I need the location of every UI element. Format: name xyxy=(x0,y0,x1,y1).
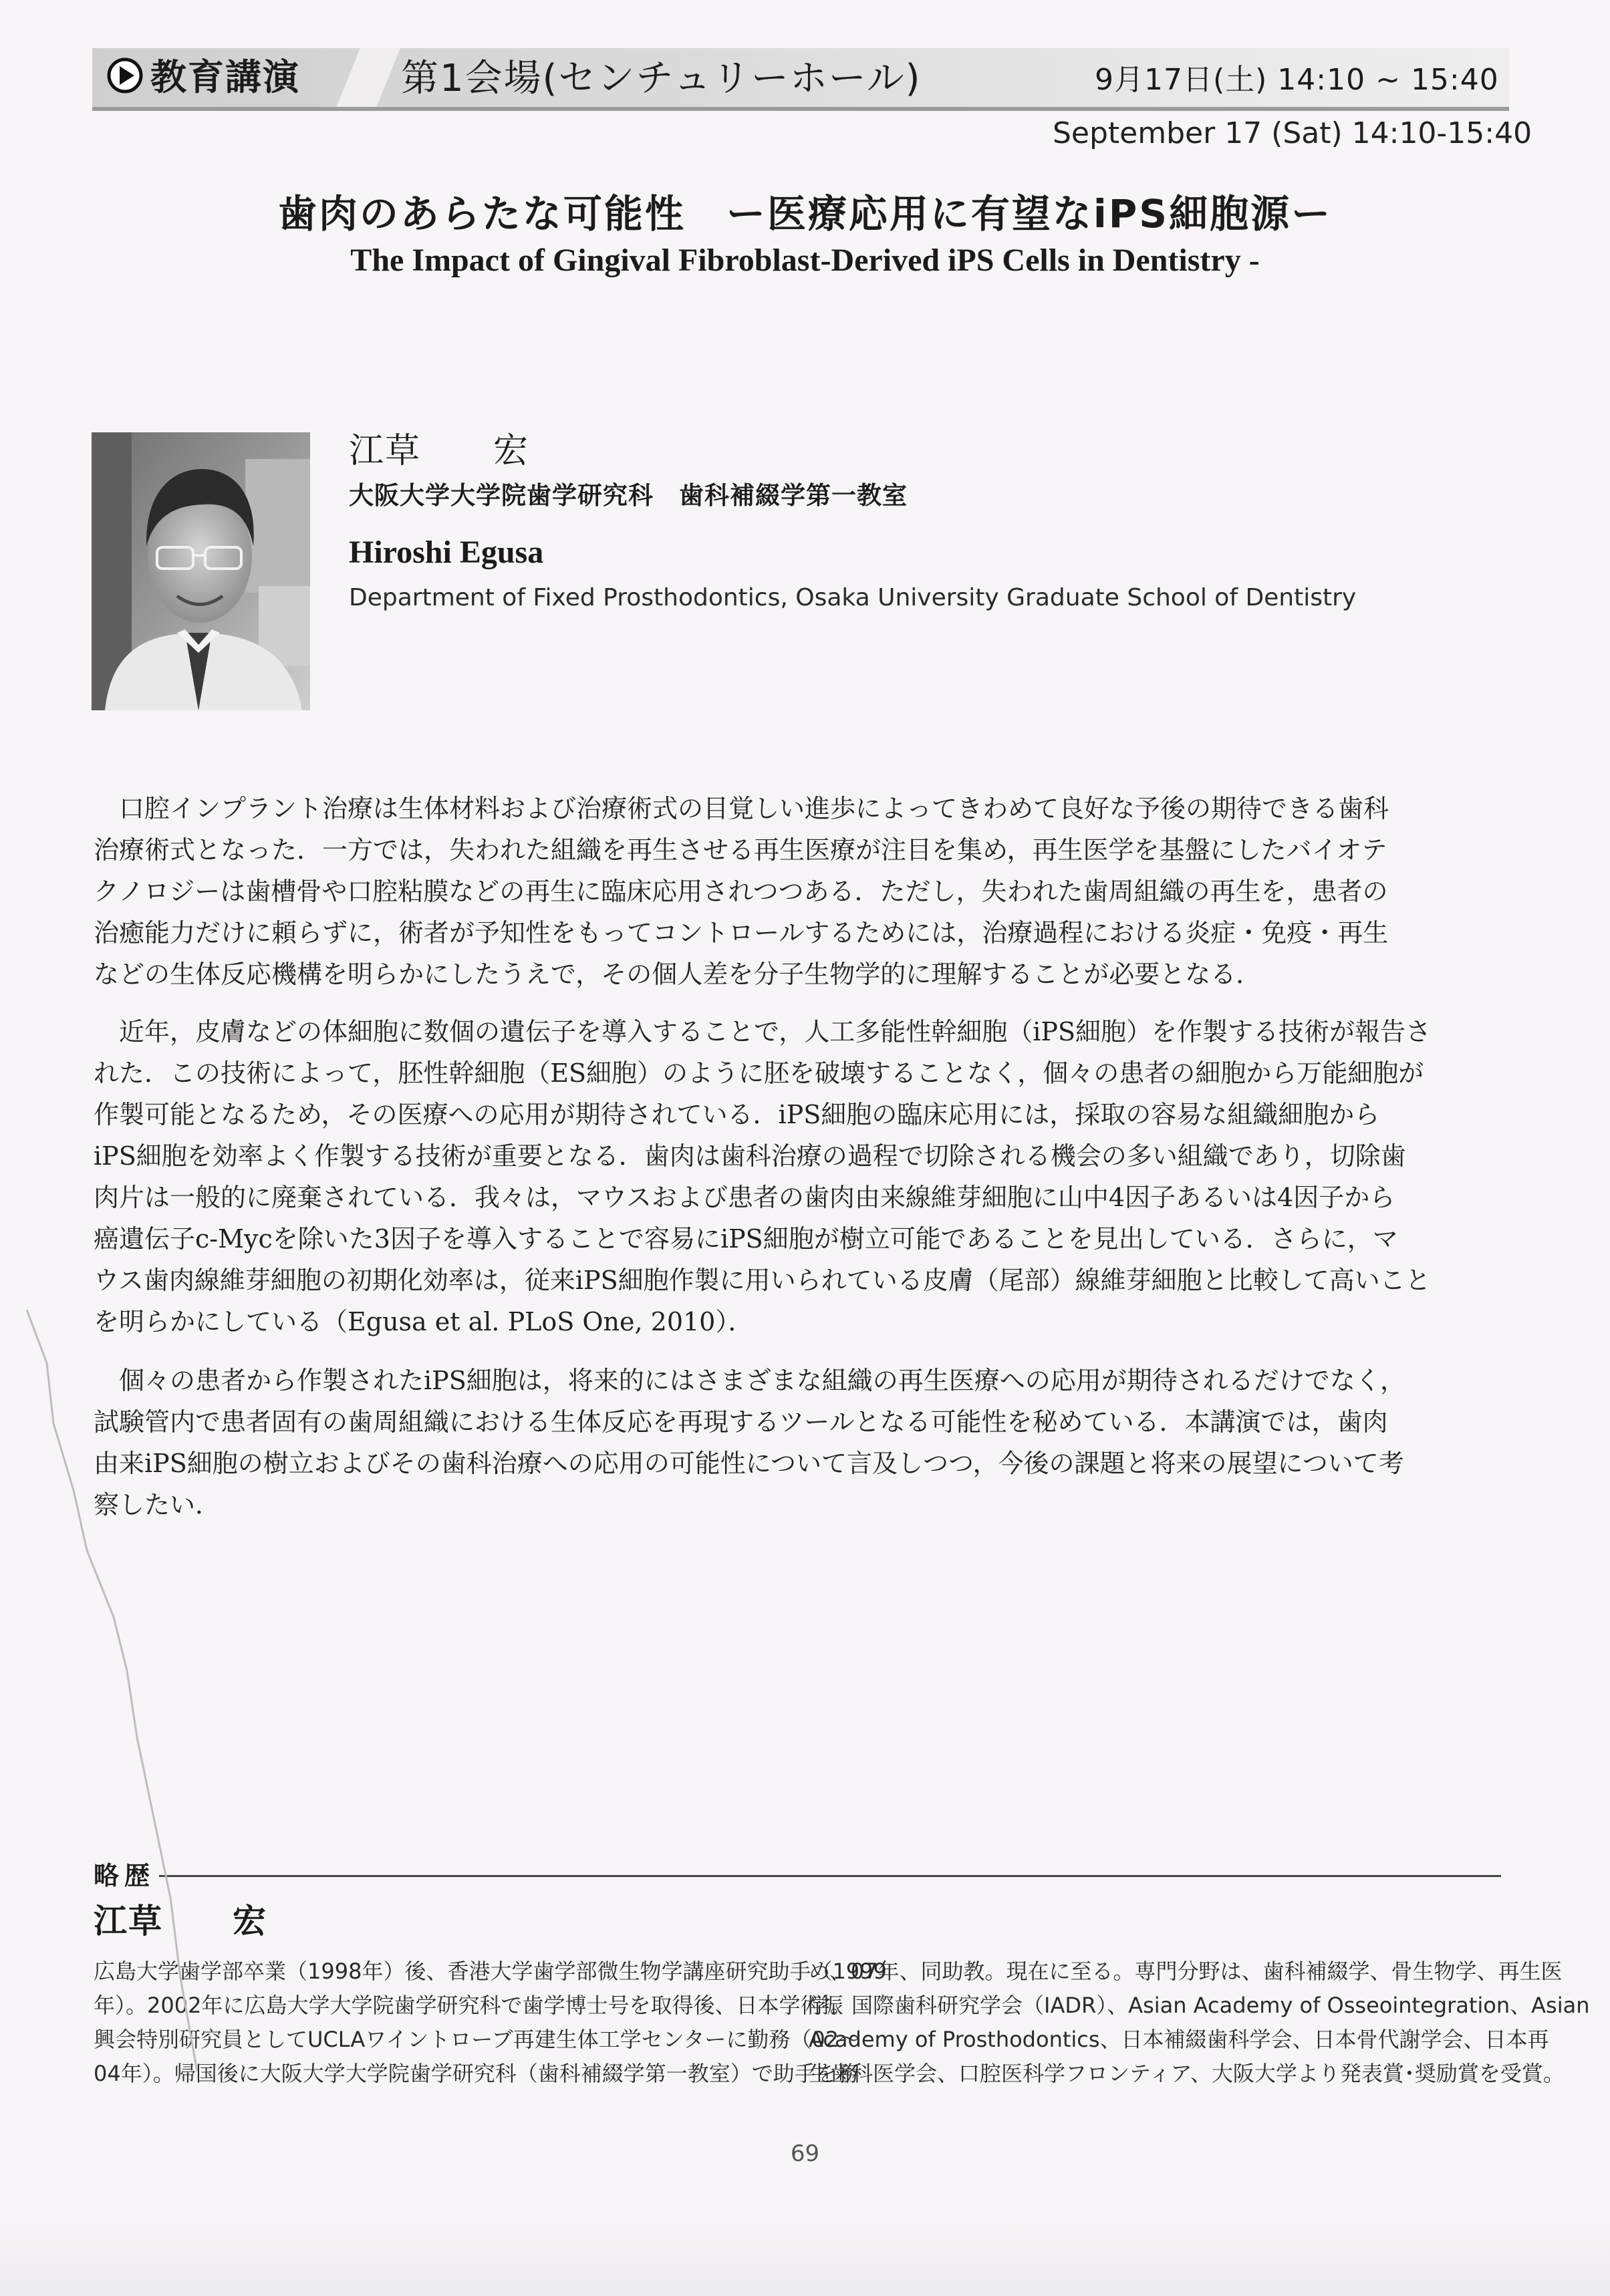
bio-line: 04年）。帰国後に大阪大学大学院歯学研究科（歯科補綴学第一教室）で助手を務 xyxy=(94,2061,859,2086)
bio-line: 広島大学歯学部卒業（1998年）後、香港大学歯学部微生物学講座研究助手（1999 xyxy=(94,1959,887,1984)
bio-heading: 略歴 xyxy=(94,1861,156,1890)
abstract-line: 治癒能力だけに頼らずに，術者が予知性をもってコントロールするためには，治療過程における炎症・免疫・再生 xyxy=(94,918,1389,948)
bio-line: 年）。2002年に広島大学大学院歯学研究科で歯学博士号を取得後、日本学術振 xyxy=(94,1993,843,2018)
abstract-line: などの生体反応機構を明らかにしたうえで，その個人差を分子生物学的に理解することが必要となる． xyxy=(94,960,1262,989)
bio-line: Academy of Prosthodontics、日本補綴歯科学会、日本骨代謝学会、日本再 xyxy=(809,2027,1549,2052)
bio-line: 学。国際歯科研究学会（IADR）、Asian Academy of Osseointegration、Asian xyxy=(809,1993,1590,2018)
session-date-jp: 9月17日(土) 14:10 ~ 15:40 xyxy=(1095,63,1499,97)
bio-line: 生歯科医学会、口腔医科学フロンティア、大阪大学より発表賞･奨励賞を受賞。 xyxy=(809,2061,1565,2086)
abstract-line: 由来iPS細胞の樹立およびその歯科治療への応用の可能性について言及しつつ，今後の課題と将来の展望について考 xyxy=(94,1449,1404,1478)
abstract-line: 近年，皮膚などの体細胞に数個の遺伝子を導入することで，人工多能性幹細胞（iPS細胞）を作製する技術が報告さ xyxy=(94,1017,1431,1046)
author-affiliation-jp: 大阪大学大学院歯学研究科 歯科補綴学第一教室 xyxy=(349,481,908,510)
hall-name: 第1会場(センチュリーホール) xyxy=(401,57,922,100)
lecture-title-jp: 歯肉のあらたな可能性 ー医療応用に有望なiPS細胞源ー xyxy=(277,191,1333,237)
session-date-en: September 17 (Sat) 14:10-15:40 xyxy=(1053,116,1532,150)
author-name-en: Hiroshi Egusa xyxy=(349,535,544,570)
bio-line: め、07年、同助教。現在に至る。専門分野は、歯科補綴学、骨生物学、再生医 xyxy=(809,1959,1563,1984)
abstract-line: 察したい． xyxy=(94,1490,221,1520)
abstract-line: を明らかにしている（Egusa et al. PLoS One, 2010）． xyxy=(94,1307,754,1336)
abstract-line: 作製可能となるため，その医療への応用が期待されている．iPS細胞の臨床応用には，採取の容易な組織細胞から xyxy=(94,1100,1380,1129)
bio-name: 江草 宏 xyxy=(94,1902,267,1941)
abstract-line: クノロジーは歯槽骨や口腔粘膜などの再生に臨床応用されつつある．ただし，失われた歯周組織の再生を，患者の xyxy=(94,877,1388,906)
abstract-line: 治療術式となった．一方では，失われた組織を再生させる再生医療が注目を集め，再生医学を基盤にしたバイオテ xyxy=(94,835,1387,865)
play-triangle-icon xyxy=(107,57,143,94)
lecture-title-en: The Impact of Gingival Fibroblast-Derived iPS Cells in Dentistry - xyxy=(350,243,1260,278)
bio-line: 興会特別研究員としてUCLAワイントローブ再建生体工学センターに勤務（02～ xyxy=(94,2027,861,2052)
author-name-jp: 江草 宏 xyxy=(349,431,530,471)
abstract-line: iPS細胞を効率よく作製する技術が重要となる．歯肉は歯科治療の過程で切除される機会の多い組織であり，切除歯 xyxy=(94,1141,1406,1171)
abstract-line: れた．この技術によって，胚性幹細胞（ES細胞）のように胚を破壊することなく，個々の患者の細胞から万能細胞が xyxy=(94,1058,1424,1088)
page-number: 69 xyxy=(790,2140,820,2167)
scan-bottom-shade xyxy=(0,2225,1610,2296)
session-type-label: 教育講演 xyxy=(150,56,300,98)
abstract-line: 肉片は一般的に廃棄されている．我々は，マウスおよび患者の歯肉由来線維芽細胞に山中4因子あるいは4因子から xyxy=(94,1183,1395,1212)
header-underline xyxy=(92,107,1509,111)
bio-divider xyxy=(159,1875,1501,1877)
abstract-line: ウス歯肉線維芽細胞の初期化効率は，従来iPS細胞作製に用いられている皮膚（尾部）線維芽細胞と比較して高いこと xyxy=(94,1266,1431,1295)
abstract-line: 癌遺伝子c-Mycを除いた3因子を導入することで容易にiPS細胞が樹立可能であることを見出している．さらに，マ xyxy=(94,1224,1398,1254)
author-photo xyxy=(92,432,310,710)
abstract-line: 口腔インプラント治療は生体材料および治療術式の目覚しい進歩によってきわめて良好な予後の期待できる歯科 xyxy=(94,794,1389,823)
paper-tear-mark xyxy=(0,1270,214,2272)
abstract-line: 試験管内で患者固有の歯周組織における生体反応を再現するツールとなる可能性を秘めている．本講演では，歯肉 xyxy=(94,1407,1388,1437)
abstract-line: 個々の患者から作製されたiPS細胞は，将来的にはさまざまな組織の再生医療への応用が期待されるだけでなく， xyxy=(94,1366,1405,1395)
author-affiliation-en: Department of Fixed Prosthodontics, Osaka University Graduate School of Dentistry xyxy=(349,584,1357,611)
